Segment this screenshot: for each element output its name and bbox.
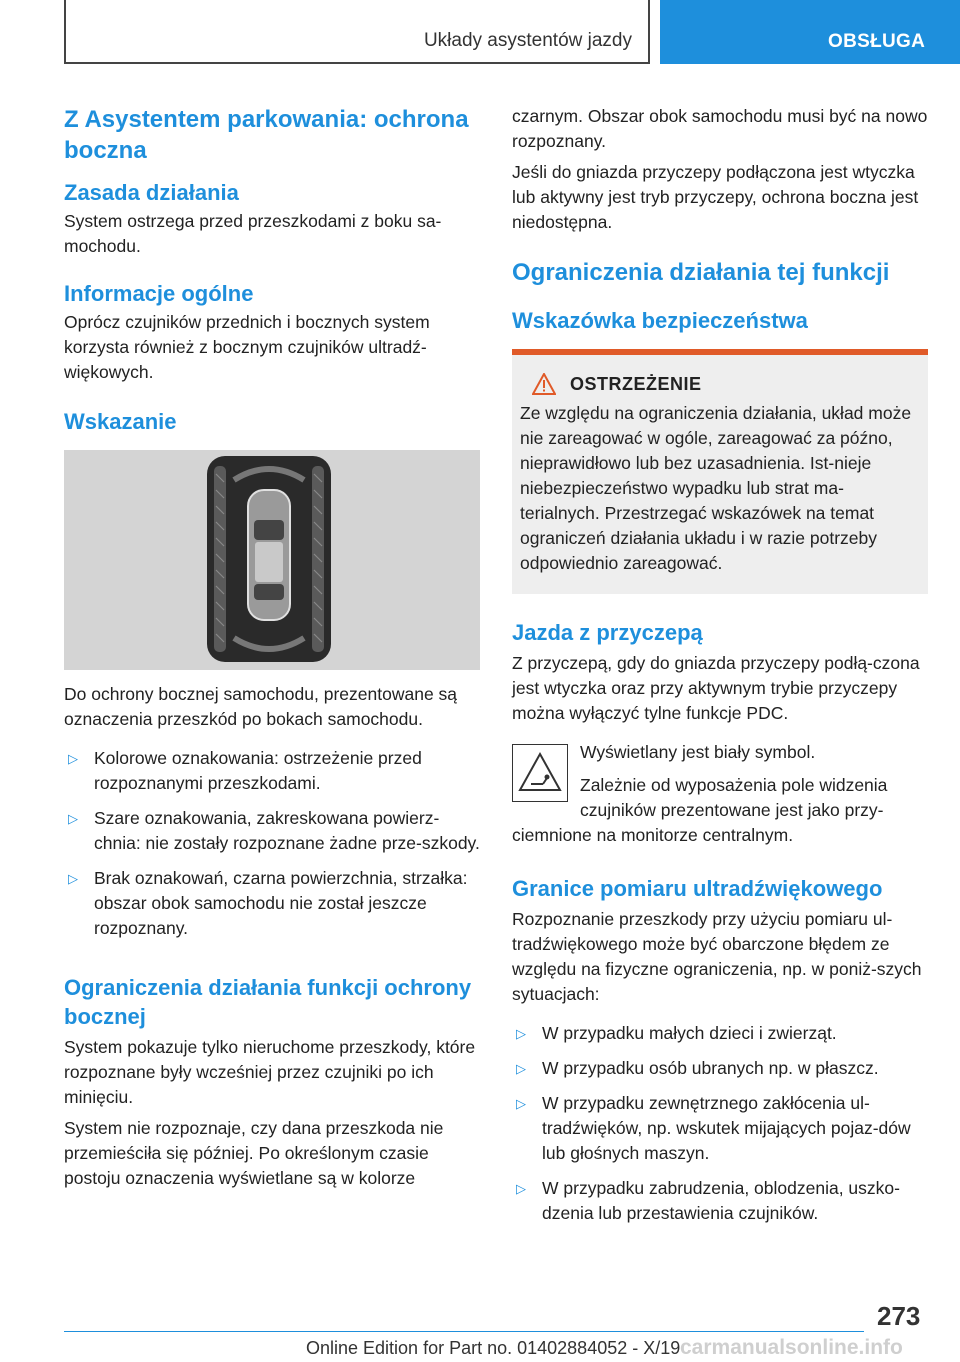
ultrasonic-text: Rozpoznanie przeszkody przy użyciu pomiaru ul-tradźwiękowego może być obarczone błędem ze względu na fizyczne ograniczenia, np. w poniż-szych sytuacjach: xyxy=(512,909,922,1004)
triangle-bullet-icon: ▷ xyxy=(68,871,78,886)
trailer-heading: Jazda z przyczepą xyxy=(512,620,703,645)
general-heading: Informacje ogólne xyxy=(64,281,254,306)
symbol-text-3: ciemnione na monitorze centralnym. xyxy=(512,825,794,845)
limits-heading: Ograniczenia działania funkcji ochrony bocznej xyxy=(64,975,472,1029)
safety-heading: Wskazówka bezpieczeństwa xyxy=(512,308,808,333)
header-chapter-label: OBSŁUGA xyxy=(828,31,926,52)
list-item: ▷ Szare oznakowania, zakreskowana powierz-chnia: nie zostały rozpoznane żadne prze-szkody. xyxy=(68,808,480,853)
trailer-warning-icon xyxy=(517,750,563,796)
ultrasonic-bullet-list xyxy=(512,1021,928,1226)
list-item: ▷ W przypadku zabrudzenia, oblodzenia, uszko-dzenia lub przestawienia czujników. xyxy=(516,1178,900,1223)
list-item: ▷ Kolorowe oznakowania: ostrzeżenie przed rozpoznanymi przeszkodami. xyxy=(68,748,422,793)
triangle-bullet-icon: ▷ xyxy=(516,1096,526,1111)
trailer-symbol-texts xyxy=(580,740,928,823)
warning-title: OSTRZEŻENIE xyxy=(570,373,702,394)
footer-divider xyxy=(64,1331,864,1332)
header-section-box xyxy=(64,0,650,64)
warning-box xyxy=(512,349,928,594)
triangle-bullet-icon: ▷ xyxy=(516,1181,526,1196)
footer-edition: Online Edition for Part no. 01402884052 - X/19 xyxy=(306,1338,681,1358)
parking-car-illustration xyxy=(64,450,480,670)
page-title: Z Asystentem parkowania: ochrona boczna xyxy=(64,106,469,164)
principle-heading: Zasada działania xyxy=(64,180,239,205)
list-item: ▷ W przypadku zewnętrznego zakłócenia ul-tradźwięków, np. wskutek mijających pojaz-dów lub głośnych maszyn. xyxy=(516,1093,911,1163)
general-text: Oprócz czujników przednich i bocznych system korzysta również z bocznym czujników ultradź-więkowych. xyxy=(64,312,430,382)
triangle-bullet-icon: ▷ xyxy=(68,751,78,766)
header-section-title: Układy asystentów jazdy xyxy=(423,30,632,51)
footer-watermark: carmanualsonline.info xyxy=(680,1336,903,1359)
list-item: ▷ W przypadku małych dzieci i zwierząt. xyxy=(512,1021,928,1046)
page-number: 273 xyxy=(877,1301,921,1331)
parking-display-figure xyxy=(64,450,480,670)
list-item: ▷ W przypadku osób ubranych np. w płaszcz. xyxy=(512,1056,928,1081)
limits-text-2: System nie rozpoznaje, czy dana przeszkoda nie przemieściła się później. Po określonym czasie postoju oznaczenia wyświetlane są w kolorze xyxy=(64,1118,444,1188)
trailer-symbol-box xyxy=(512,744,568,802)
continuation-text: czarnym. Obszar obok samochodu musi być na nowo rozpoznany. xyxy=(512,106,928,151)
list-item: ▷ Brak oznakowań, czarna powierzchnia, strzałka: obszar obok samochodu nie został jeszcze rozpoznany. xyxy=(68,868,468,938)
trailer-symbol-row xyxy=(512,740,928,823)
display-text: Do ochrony bocznej samochodu, prezentowane są oznaczenia przeszkód po bokach samochodu. xyxy=(64,684,458,729)
display-heading: Wskazanie xyxy=(64,409,177,434)
symbol-text-1: Wyświetlany jest biały symbol. xyxy=(580,742,816,762)
header-chapter-tab xyxy=(660,0,960,64)
warning-text: Ze względu na ograniczenia działania, układ może nie zareagować w ogóle, zareagować za późno, nieprawidłowo lub bez uzasadnienia. Ist-nieje niebezpieczeństwo wypadku lub strat ma-terialnych. Przestrzegać wskazówek na temat ograniczeń działania układu i w razie potrzeby odpowiednio zareagować. xyxy=(520,403,912,573)
ultrasonic-heading: Granice pomiaru ultradźwiękowego xyxy=(512,876,883,901)
left-column xyxy=(64,100,480,1191)
warning-triangle-icon xyxy=(532,373,556,395)
triangle-bullet-icon: ▷ xyxy=(516,1026,526,1041)
trailer-socket-text: Jeśli do gniazda przyczepy podłączona jest wtyczka lub aktywny jest tryb przyczepy, ochrona boczna jest niedostępna. xyxy=(512,162,919,232)
function-limits-heading: Ograniczenia działania tej funkcji xyxy=(512,259,890,286)
warning-header xyxy=(520,373,922,395)
triangle-bullet-icon: ▷ xyxy=(516,1061,526,1076)
display-bullet-list xyxy=(64,746,480,941)
symbol-text-2: Zależnie od wyposażenia pole widzenia czujników prezentowane jest jako przy- xyxy=(580,775,888,820)
triangle-bullet-icon: ▷ xyxy=(68,811,78,826)
limits-text-1: System pokazuje tylko nieruchome przeszkody, które rozpoznane były wcześniej przez czujniki po ich minięciu. xyxy=(64,1037,476,1107)
right-column xyxy=(512,100,928,1226)
trailer-text: Z przyczepą, gdy do gniazda przyczepy podłą-czona jest wtyczka oraz przy aktywnym trybie przyczepy można wyłączyć tylne funkcje PDC. xyxy=(512,653,920,723)
principle-text: System ostrzega przed przeszkodami z boku sa-mochodu. xyxy=(64,211,442,256)
